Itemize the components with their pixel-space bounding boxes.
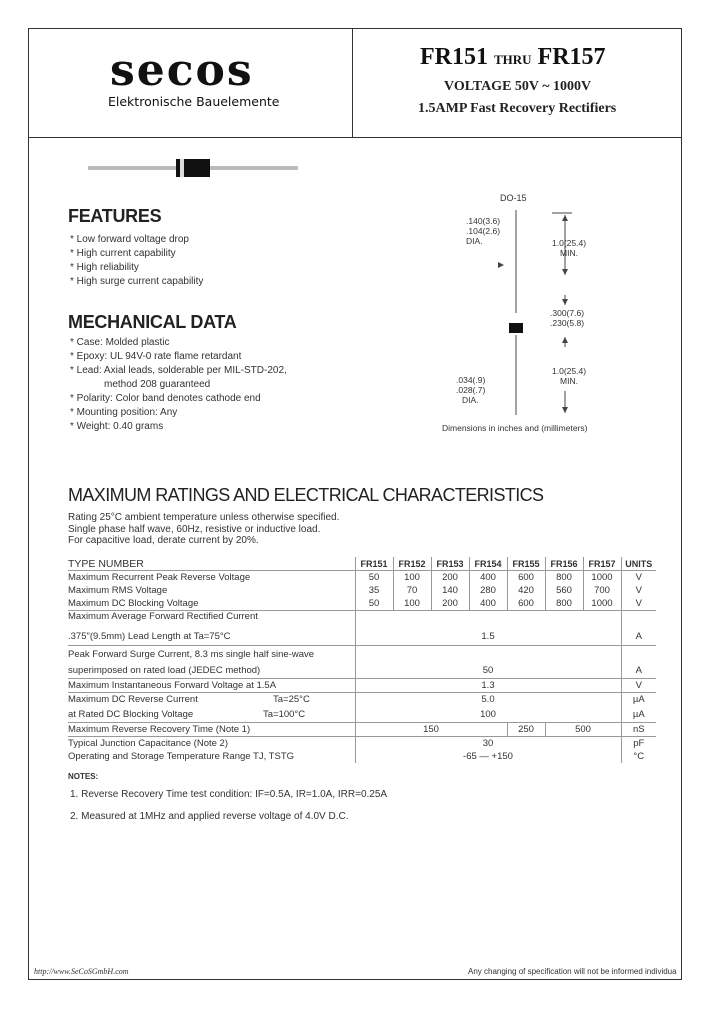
note-2: 2. Measured at 1MHz and applied reverse voltage of 4.0V D.C. xyxy=(70,811,349,822)
table-row xyxy=(68,646,656,663)
cell: 800 xyxy=(545,597,583,611)
table-row xyxy=(68,693,656,707)
cell: 400 xyxy=(469,571,507,585)
table-row xyxy=(68,628,656,646)
lead-dia-max: .034(.9) xyxy=(456,375,486,385)
list-item: * High surge current capability xyxy=(70,276,204,287)
unit-cell: µA xyxy=(621,706,656,723)
company-subtitle: Elektronische Bauelemente xyxy=(108,94,280,109)
list-item: * Mounting position: Any xyxy=(70,407,178,418)
table-row xyxy=(68,706,656,723)
row-label xyxy=(68,706,355,723)
table-row xyxy=(68,679,656,693)
header-fr155: FR155 xyxy=(507,557,545,571)
ratings-conditions xyxy=(68,512,339,547)
condition-line: Single phase half wave, 60Hz, resistive or inductive load. xyxy=(68,523,321,535)
lead-dia-min: .028(.7) xyxy=(456,385,486,395)
header-fr156: FR156 xyxy=(545,557,583,571)
row-label: Typical Junction Capacitance (Note 2) xyxy=(68,737,355,751)
diode-illustration xyxy=(88,158,298,178)
cell: 400 xyxy=(469,597,507,611)
row-label: Maximum DC Blocking Voltage xyxy=(68,598,199,609)
cell: 50 xyxy=(355,597,393,611)
notes-heading: NOTES: xyxy=(68,772,99,781)
list-item: * Case: Molded plastic xyxy=(70,337,170,348)
ir-condition-100: Ta=100°C xyxy=(263,708,306,720)
mechanical-heading: MECHANICAL DATA xyxy=(68,312,237,332)
unit-cell: pF xyxy=(621,737,656,751)
table-row xyxy=(68,571,656,585)
lead-diameter-dims xyxy=(456,375,485,405)
row-label: Peak Forward Surge Current, 8.3 ms single half sine-wave xyxy=(68,646,355,663)
unit-cell: A xyxy=(621,662,656,679)
table-row xyxy=(68,597,656,611)
table-row xyxy=(68,584,656,597)
unit-cell: V xyxy=(621,597,656,611)
cell: 150 xyxy=(355,723,507,737)
unit-cell xyxy=(621,611,656,629)
row-label: Maximum Instantaneous Forward Voltage at 1.5A xyxy=(68,679,355,693)
ratings-table xyxy=(68,557,656,763)
table-row xyxy=(68,737,656,751)
unit-cell: V xyxy=(621,584,656,597)
footer-disclaimer: Any changing of specification will not be informed individua xyxy=(468,967,677,976)
unit-cell: V xyxy=(621,571,656,585)
note-1: 1. Reverse Recovery Time test condition: IF=0.5A, IR=1.0A, IRR=0.25A xyxy=(70,789,388,800)
ir-label: Maximum DC Reverse Current xyxy=(68,694,198,705)
body-length-dims xyxy=(550,308,584,328)
row-label xyxy=(68,693,355,707)
cell: 500 xyxy=(545,723,621,737)
body-diameter-dims xyxy=(466,216,500,246)
cell: 100 xyxy=(355,706,621,723)
condition-line: Rating 25°C ambient temperature unless otherwise specified. xyxy=(68,512,340,523)
lead-dia-label: DIA. xyxy=(462,395,479,405)
list-item: * Low forward voltage drop xyxy=(70,234,189,245)
cell: 250 xyxy=(507,723,545,737)
cell: 1.5 xyxy=(355,628,621,646)
row-label: superimposed on rated load (JEDEC method) xyxy=(68,664,261,676)
features-heading: FEATURES xyxy=(68,206,162,226)
list-item: method 208 guaranteed xyxy=(104,379,211,390)
title-thru: THRU xyxy=(494,52,532,67)
list-item: * High current capability xyxy=(70,248,176,259)
body-length-max: .300(7.6) xyxy=(550,308,585,318)
row-label: Maximum RMS Voltage xyxy=(68,585,168,596)
body-dia-max: .140(3.6) xyxy=(466,216,501,226)
product-description: 1.5AMP Fast Recovery Rectifiers xyxy=(418,101,617,116)
cell: 200 xyxy=(431,571,469,585)
row-label: Maximum Average Forward Rectified Current xyxy=(68,611,355,629)
cell: 1.3 xyxy=(355,679,621,693)
condition-line: For capacitive load, derate current by 20%. xyxy=(68,535,259,546)
title-start: FR151 xyxy=(420,44,488,70)
cell: 5.0 xyxy=(355,693,621,707)
row-label: .375"(9.5mm) Lead Length at Ta=75°C xyxy=(68,631,231,642)
cell: 200 xyxy=(431,597,469,611)
table-row xyxy=(68,723,656,737)
cell: 50 xyxy=(355,571,393,585)
unit-cell: °C xyxy=(621,750,656,763)
lead-length-bottom-dims xyxy=(552,366,586,386)
unit-cell: A xyxy=(621,628,656,646)
cell: 1000 xyxy=(583,571,621,585)
header-fr152: FR152 xyxy=(393,557,431,571)
header-fr157: FR157 xyxy=(583,557,621,571)
header-vertical-divider xyxy=(352,28,353,137)
unit-cell: µA xyxy=(621,693,656,707)
cell xyxy=(355,646,621,663)
cell: 420 xyxy=(507,584,545,597)
row-label: Maximum Recurrent Peak Reverse Voltage xyxy=(68,571,355,585)
diode-lead-right xyxy=(210,166,298,170)
body-length-min: .230(5.8) xyxy=(550,318,585,328)
ratings-heading: MAXIMUM RATINGS AND ELECTRICAL CHARACTERISTICS xyxy=(68,485,544,505)
header-fr151: FR151 xyxy=(355,557,393,571)
footer-url[interactable]: http://www.SeCoSGmbH.com xyxy=(34,967,129,976)
features-list xyxy=(70,233,203,289)
dimensions-caption: Dimensions in inches and (millimeters) xyxy=(442,423,588,433)
ir-label-2: at Rated DC Blocking Voltage xyxy=(68,708,194,720)
lead-length-bottom: 1.0(25.4) xyxy=(552,366,587,376)
header-type-number: TYPE NUMBER xyxy=(68,557,144,570)
part-title xyxy=(420,44,606,71)
cell: 100 xyxy=(393,571,431,585)
list-item: * Polarity: Color band denotes cathode end xyxy=(70,393,261,404)
cell: 140 xyxy=(431,584,469,597)
cell: -65 — +150 xyxy=(355,750,621,763)
company-logo: secos xyxy=(110,45,254,96)
lead-length-top-min: MIN. xyxy=(560,248,578,258)
lead-length-bottom-min: MIN. xyxy=(560,376,578,386)
row-label: Maximum Reverse Recovery Time (Note 1) xyxy=(68,723,355,737)
lead-length-top: 1.0(25.4) xyxy=(552,238,587,248)
row-label: Operating and Storage Temperature Range TJ, TSTG xyxy=(68,751,295,762)
cell: 100 xyxy=(393,597,431,611)
cell: 600 xyxy=(507,571,545,585)
table-row xyxy=(68,662,656,679)
cell xyxy=(355,611,621,629)
list-item: * High reliability xyxy=(70,262,139,273)
diode-lead-left xyxy=(88,166,176,170)
unit-cell: V xyxy=(621,679,656,693)
package-body xyxy=(509,323,523,333)
list-item: * Epoxy: UL 94V-0 rate flame retardant xyxy=(70,351,242,362)
mechanical-list xyxy=(70,336,287,434)
cell: 280 xyxy=(469,584,507,597)
list-item: * Weight: 0.40 grams xyxy=(70,421,164,432)
header-units: UNITS xyxy=(621,557,656,571)
header-fr154: FR154 xyxy=(469,557,507,571)
list-item: * Lead: Axial leads, solderable per MIL-STD-202, xyxy=(70,365,287,376)
table-header-row xyxy=(68,557,656,571)
cell: 800 xyxy=(545,571,583,585)
unit-cell: nS xyxy=(621,723,656,737)
cell: 50 xyxy=(355,662,621,679)
header-divider xyxy=(28,137,682,138)
table-row xyxy=(68,611,656,629)
cell: 70 xyxy=(393,584,431,597)
voltage-range: VOLTAGE 50V ~ 1000V xyxy=(444,79,592,94)
header-fr153: FR153 xyxy=(431,557,469,571)
body-dia-min: .104(2.6) xyxy=(466,226,501,236)
cell: 700 xyxy=(583,584,621,597)
ir-condition-25: Ta=25°C xyxy=(273,694,310,705)
cell: 600 xyxy=(507,597,545,611)
cell: 1000 xyxy=(583,597,621,611)
cell: 35 xyxy=(355,584,393,597)
title-end: FR157 xyxy=(537,44,606,70)
lead-length-top-dims xyxy=(552,238,586,258)
package-name: DO-15 xyxy=(500,193,527,203)
cell: 30 xyxy=(355,737,621,751)
unit-cell xyxy=(621,646,656,663)
diode-cathode-band xyxy=(180,159,184,177)
table-row xyxy=(68,750,656,763)
cell: 560 xyxy=(545,584,583,597)
body-dia-label: DIA. xyxy=(466,236,483,246)
